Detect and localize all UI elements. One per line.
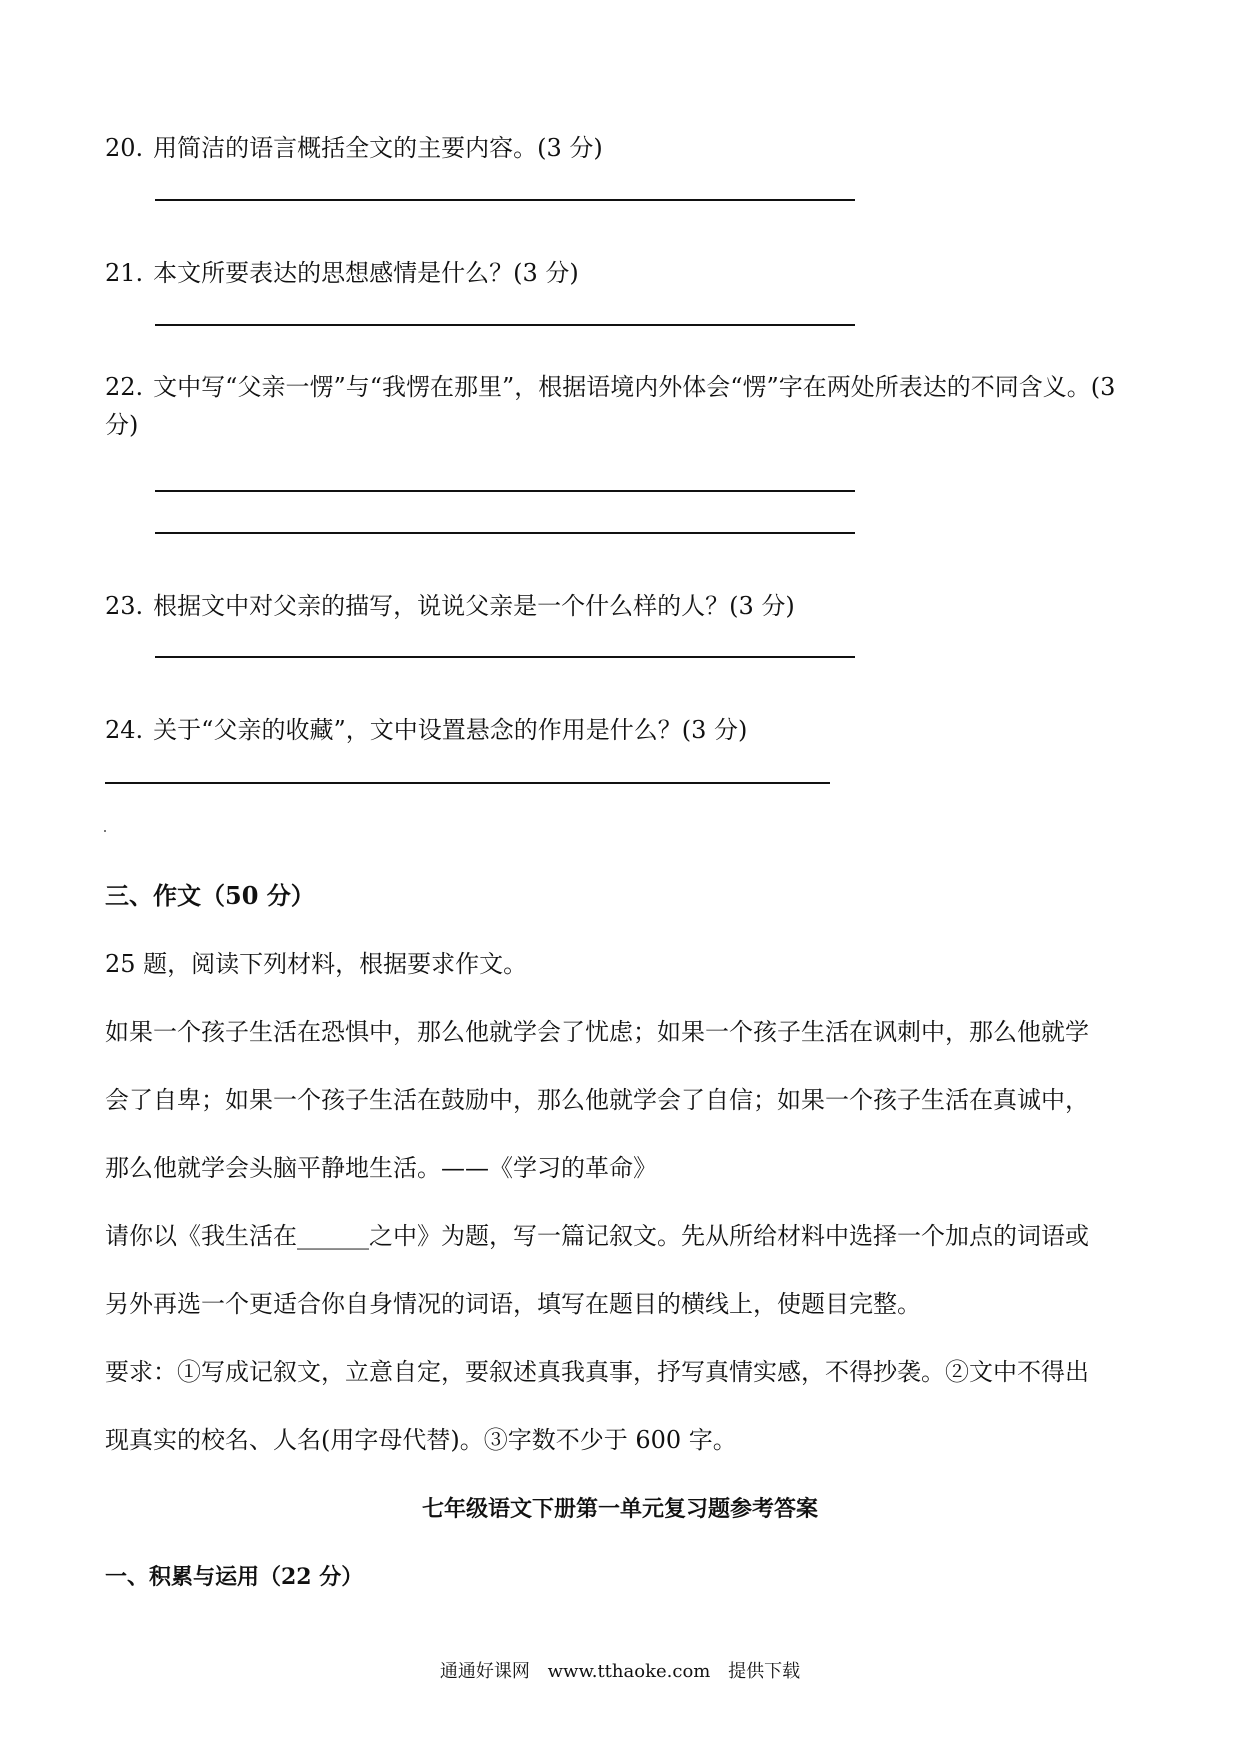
requirement-line: 要求：①写成记叙文，立意自定，要叙述真我真事，抒写真情实感，不得抄袭。②文中不得出 <box>105 1358 1089 1386</box>
answer-line[interactable] <box>155 532 855 534</box>
question-number: 21. <box>105 259 144 287</box>
answer-line[interactable] <box>105 782 830 784</box>
question-text: 关于“父亲的收藏”，文中设置悬念的作用是什么？(3 分) <box>153 716 748 744</box>
question-number: 22. <box>105 373 144 401</box>
footer-site: 通通好课网 <box>439 1661 530 1682</box>
instruction-line: 请你以《我生活在______之中》为题，写一篇记叙文。先从所给材料中选择一个加点的词语或 <box>105 1222 1089 1250</box>
question-20 <box>105 130 603 166</box>
question-23 <box>105 588 795 624</box>
material-line: 会了自卑；如果一个孩子生活在鼓励中，那么他就学会了自信；如果一个孩子生活在真诚中， <box>105 1086 1089 1114</box>
question-text: 用简洁的语言概括全文的主要内容。(3 分) <box>153 134 603 162</box>
footer-note: 提供下载 <box>728 1661 801 1682</box>
answer-key-title: 七年级语文下册第一单元复习题参考答案 <box>421 1496 818 1522</box>
question-number: 20. <box>105 134 144 162</box>
answer-line[interactable] <box>155 656 855 658</box>
question-text: 本文所要表达的思想感情是什么？(3 分) <box>153 259 579 287</box>
answer-line[interactable] <box>155 199 855 201</box>
question-22 <box>105 368 1145 444</box>
page-footer <box>0 1657 1240 1683</box>
question-number: 24. <box>105 716 144 744</box>
footer-url[interactable]: www.tthaoke.com <box>547 1661 711 1682</box>
question-text: 根据文中对父亲的描写，说说父亲是一个什么样的人？(3 分) <box>153 592 795 620</box>
question-21 <box>105 255 579 291</box>
material-line: 如果一个孩子生活在恐惧中，那么他就学会了忧虑；如果一个孩子生活在讽刺中，那么他就学 <box>105 1018 1089 1046</box>
material-line: 那么他就学会头脑平静地生活。——《学习的革命》 <box>105 1154 657 1182</box>
answer-section-title: 一、积累与运用（22 分） <box>105 1564 364 1590</box>
answer-line[interactable] <box>155 324 855 326</box>
requirement-line: 现真实的校名、人名(用字母代替)。③字数不少于 600 字。 <box>105 1426 737 1454</box>
essay-prompt: 25 题，阅读下列材料，根据要求作文。 <box>105 950 528 978</box>
answer-line[interactable] <box>155 490 855 492</box>
question-number: 23. <box>105 592 144 620</box>
question-text: 文中写“父亲一愣”与“我愣在那里”，根据语境内外体会“愣”字在两处所表达的不同含义。(3 分) <box>105 373 1116 439</box>
scan-speck <box>104 830 106 832</box>
section-title: 三、作文（50 分） <box>105 881 315 910</box>
instruction-line: 另外再选一个更适合你自身情况的词语，填写在题目的横线上，使题目完整。 <box>105 1290 921 1318</box>
question-24 <box>105 712 747 748</box>
